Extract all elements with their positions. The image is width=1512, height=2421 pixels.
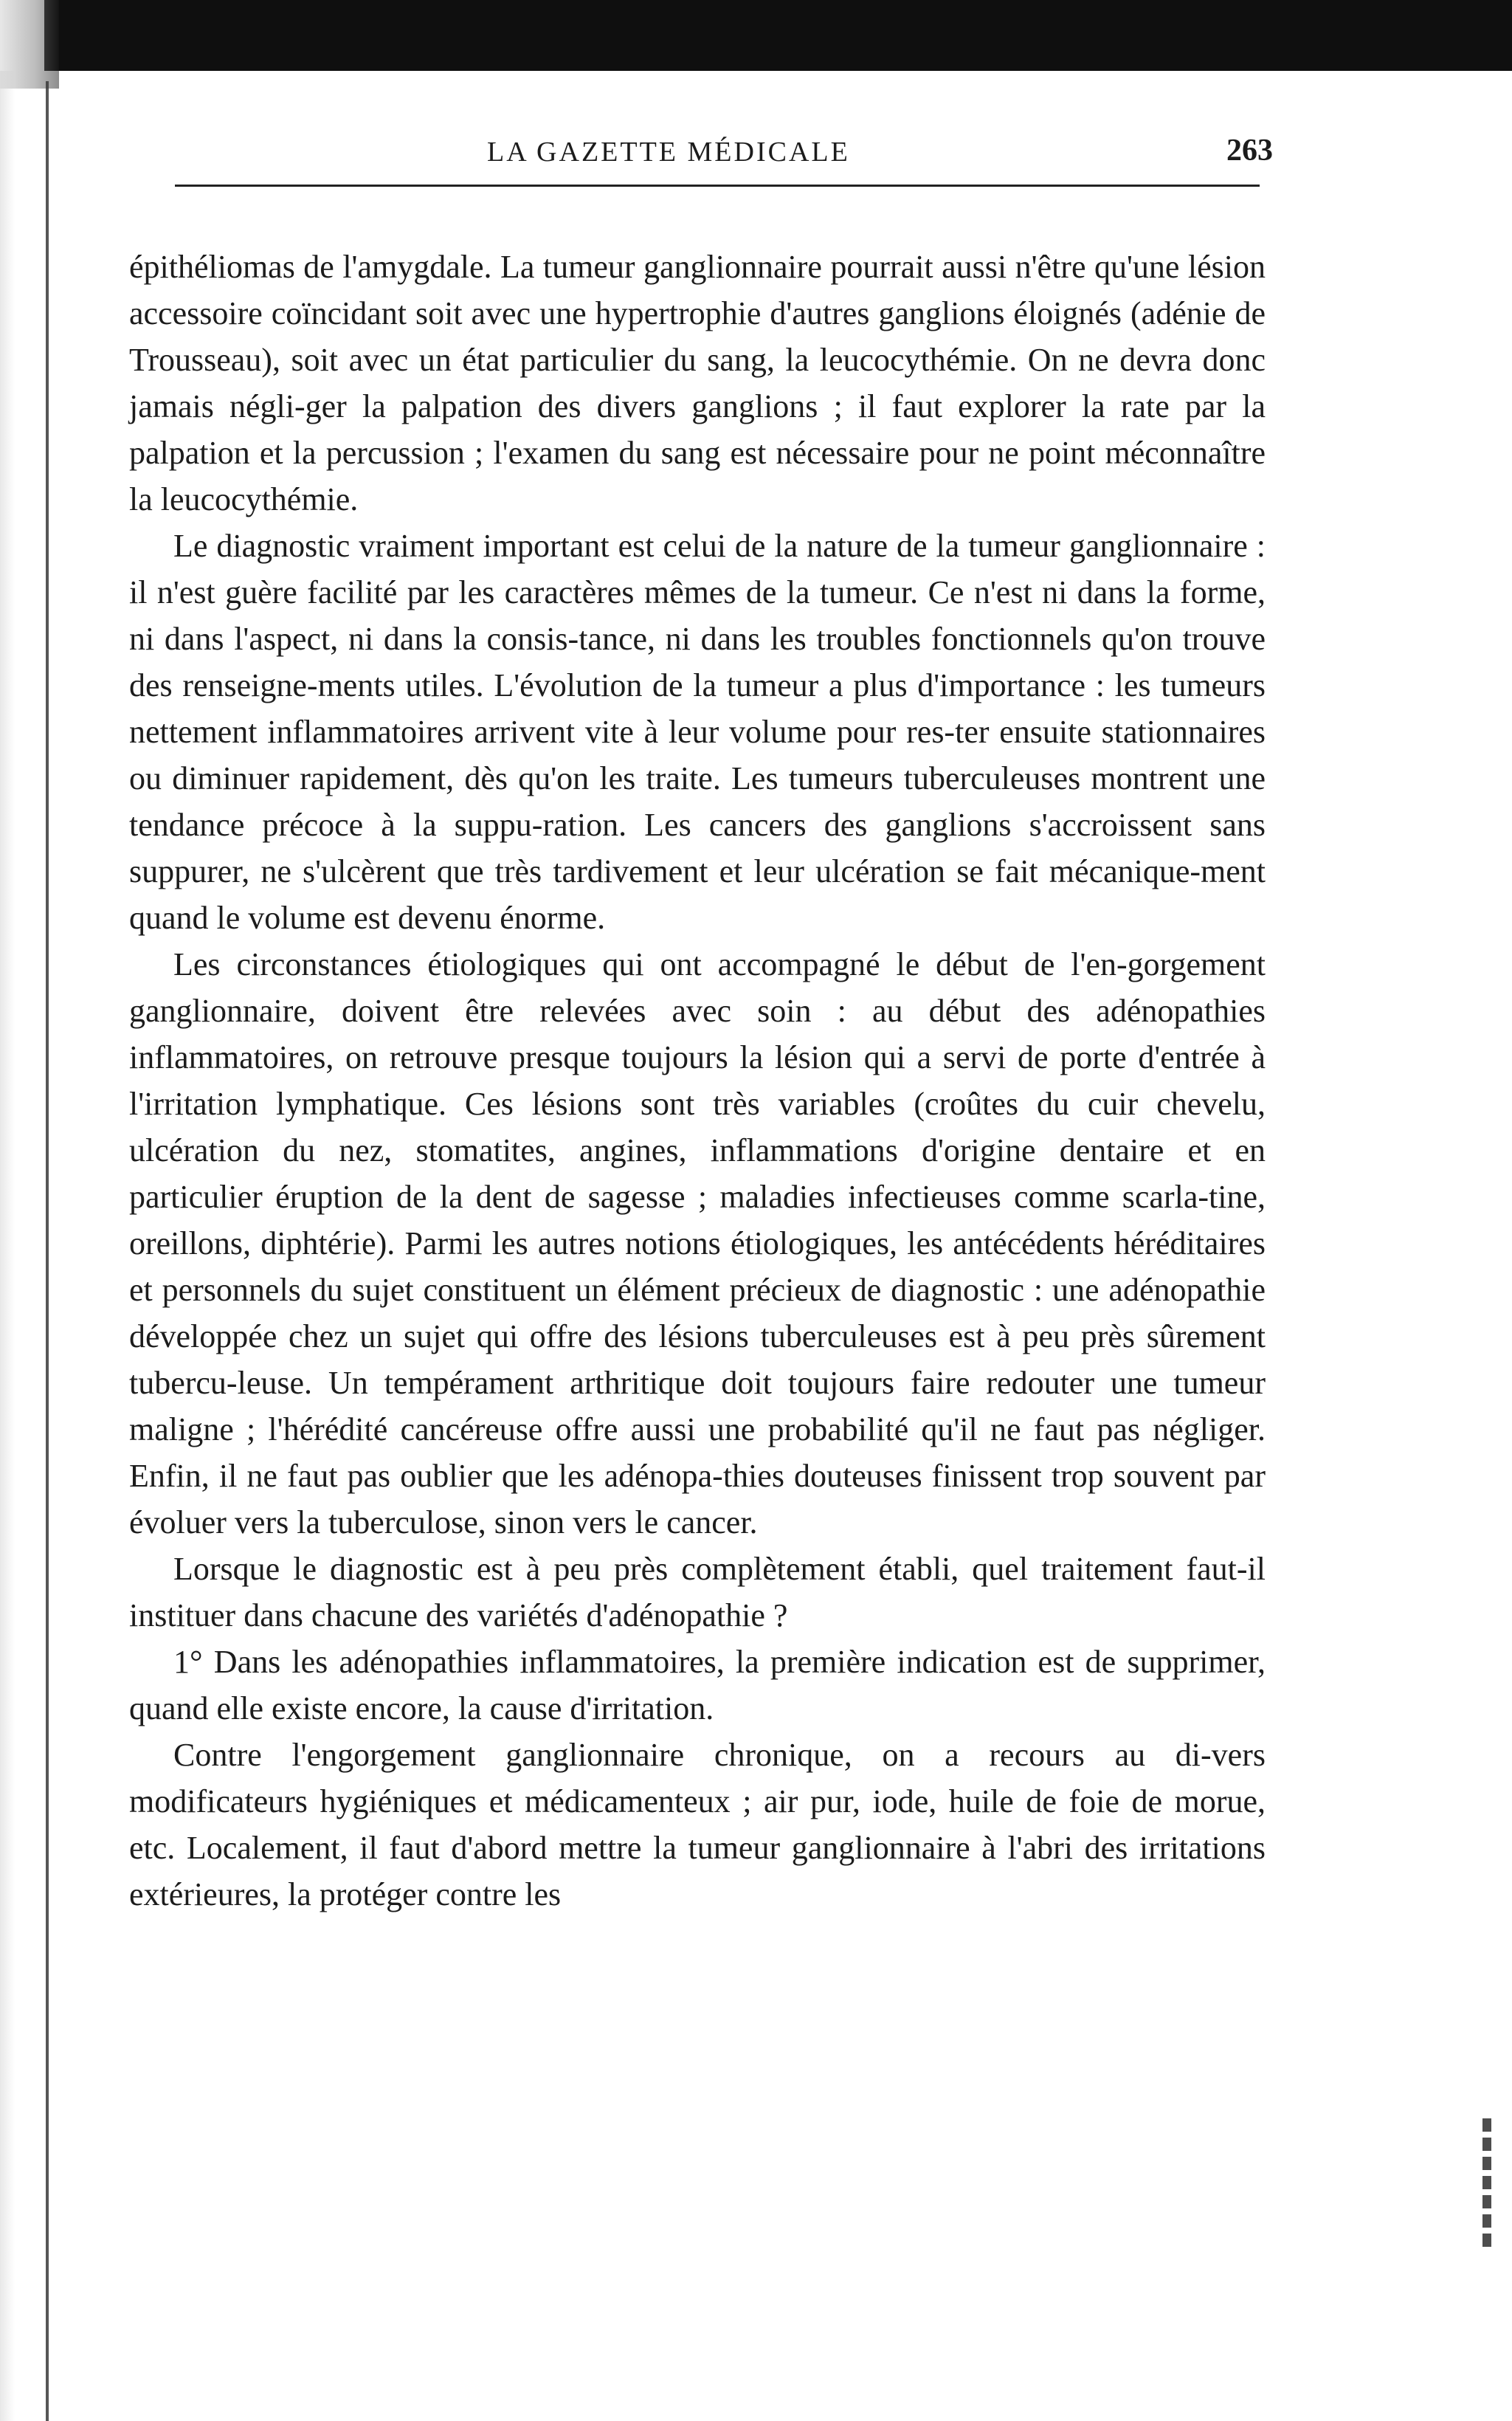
scan-left-shadow (0, 71, 15, 2421)
paragraph-continuation: épithéliomas de l'amygdale. La tumeur ganglionnaire pourrait aussi n'être qu'une lésion accessoire coïncidant soit avec une hypertrophie d'autres ganglions éloignés (adénie de Trousseau), soit avec un état particulier du sang, la leucocythémie. On ne devra donc jamais négli-ger la palpation des divers ganglions ; il faut explorer la rate par la palpation et la percussion ; l'examen du sang est nécessaire pour ne point méconnaître la leucocythémie. (129, 249, 1266, 517)
paragraph-chronic-engorgement: Contre l'engorgement ganglionnaire chronique, on a recours au di-vers modificateurs hygiéniques et médicamenteux ; air pur, iode, huile de foie de morue, etc. Localement, il faut d'abord mettre la tumeur ganglionnaire à l'abri des irritations extérieures, la protéger contre les (129, 1737, 1266, 1912)
page-number: 263 (1226, 134, 1273, 168)
document-page (129, 125, 1273, 1912)
paragraph-treatment-question: Lorsque le diagnostic est à peu près complètement établi, quel traitement faut-il instituer dans chacune des variétés d'adénopathie ? (129, 1551, 1266, 1633)
running-head (129, 125, 1273, 177)
scan-corner-artifact (0, 0, 59, 89)
paragraph-diagnostic-nature: Le diagnostic vraiment important est celui de la nature de la tumeur ganglionnaire : il n'est guère facilité par les caractères mêmes de la tumeur. Ce n'est ni dans la forme, ni dans l'aspect, ni dans la consis-tance, ni dans les troubles fonctionnels qu'on trouve des renseigne-ments utiles. L'évolution de la tumeur a plus d'importance : les tumeurs nettement inflammatoires arrivent vite à leur volume pour res-ter ensuite stationnaires ou diminuer rapidement, dès qu'on les traite. Les tumeurs tuberculeuses montrent une tendance précoce à la suppu-ration. Les cancers des ganglions s'accroissent sans suppurer, ne s'ulcèrent que très tardivement et leur ulcération se fait mécanique-ment quand le volume est devenu énorme. (129, 528, 1266, 936)
paragraph-treatment-first: 1° Dans les adénopathies inflammatoires, la première indication est de supprimer, quand elle existe encore, la cause d'irritation. (129, 1644, 1266, 1726)
paragraph-etiology: Les circonstances étiologiques qui ont accompagné le début de l'en-gorgement ganglionnaire, doivent être relevées avec soin : au début des adénopathies inflammatoires, on retrouve presque toujours la lésion qui a servi de porte d'entrée à l'irritation lymphatique. Ces lésions sont très variables (croûtes du cuir chevelu, ulcération du nez, stomatites, angines, inflammations d'origine dentaire et en particulier éruption de la dent de sagesse ; maladies infectieuses comme scarla-tine, oreillons, diphtérie). Parmi les autres notions étiologiques, les antécédents héréditaires et personnels du sujet constituent un élément précieux de diagnostic : une adénopathie développée chez un sujet qui offre des lésions tuberculeuses est à peu près sûrement tubercu-leuse. Un tempérament arthritique doit toujours faire redouter une tumeur maligne ; l'hérédité cancéreuse offre aussi une probabilité qu'il ne faut pas négliger. Enfin, il ne faut pas oublier que les adénopa-thies douteuses finissent trop souvent par évoluer vers la tuberculose, sinon vers le cancer. (129, 946, 1266, 1540)
scan-left-edge (46, 81, 49, 2421)
scan-right-margin-mark (1482, 2118, 1491, 2251)
journal-title: LA GAZETTE MÉDICALE (487, 137, 850, 168)
header-rule (175, 185, 1260, 187)
body-text (129, 244, 1266, 1918)
scan-top-border (44, 0, 1512, 71)
